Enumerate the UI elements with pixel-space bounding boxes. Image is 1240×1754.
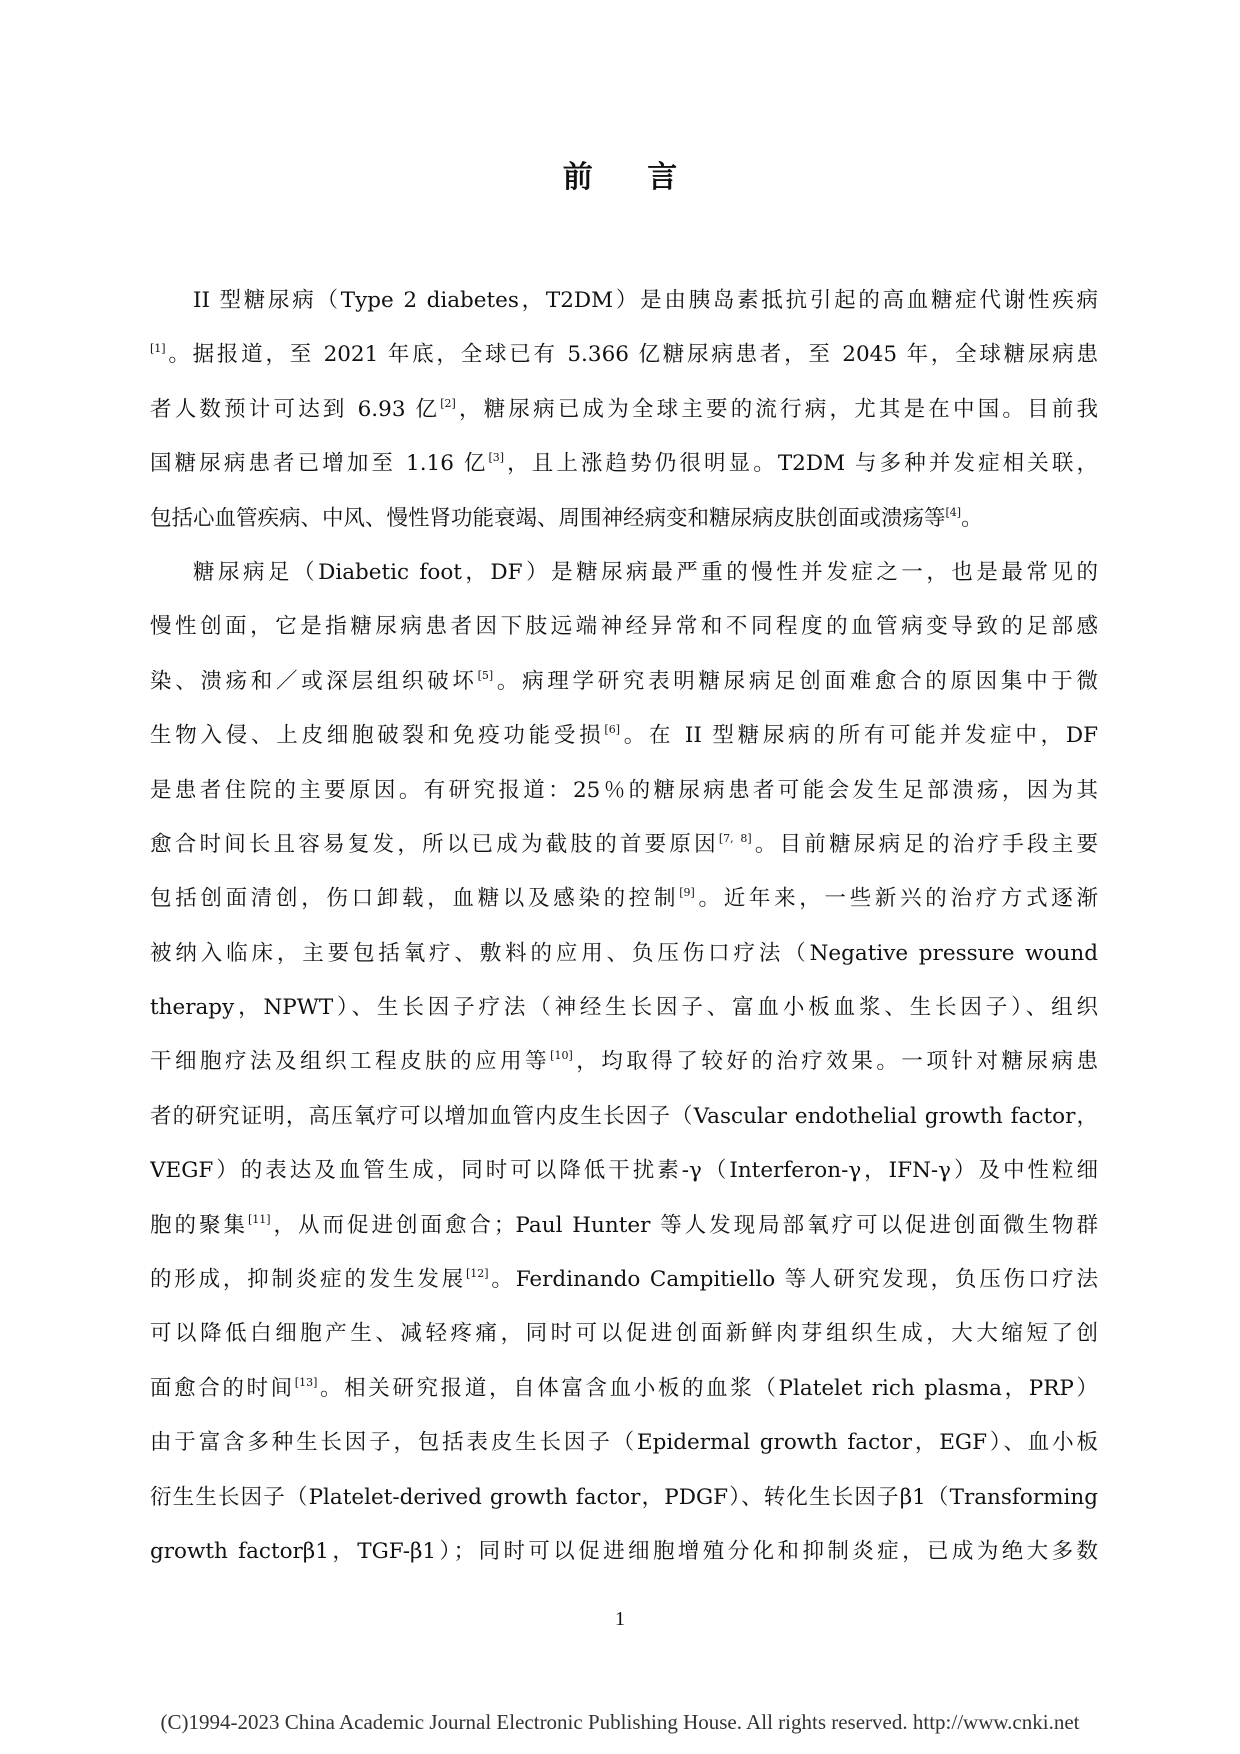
paragraph <box>150 274 1098 546</box>
text-run: 。据报道，至 2021 年底，全球已有 5.366 亿糖尿病患者，至 2045 年，全球糖尿病患 <box>165 342 1098 368</box>
text-run: 。在 II 型糖尿病的所有可能并发症中，DF <box>620 723 1098 749</box>
text-run: 糖尿病足（Diabetic foot，DF）是糖尿病最严重的慢性并发症之一，也是最常见的 <box>193 559 1098 585</box>
page-number: 1 <box>615 1608 625 1630</box>
text-run: 的形成，抑制炎症的发生发展 <box>150 1267 466 1293</box>
citation-marker: [9] <box>679 886 695 900</box>
citation-marker: [3] <box>488 451 505 465</box>
text-line <box>150 274 1098 328</box>
text-run: 胞的聚集 <box>150 1212 248 1238</box>
text-line <box>150 328 1098 382</box>
text-run: 。目前糖尿病足的治疗手段主要 <box>751 831 1098 857</box>
text-run: 。 <box>961 505 983 531</box>
text-run: ，均取得了较好的治疗效果。一项针对糖尿病患 <box>572 1049 1098 1075</box>
text-line <box>150 655 1098 709</box>
text-line <box>150 709 1098 763</box>
copyright-footer: (C)1994-2023 China Academic Journal Electronic Publishing House. All rights reserved. http://www.cnki.net <box>160 1710 1080 1734</box>
text-run: ，且上涨趋势仍很明显。T2DM 与多种并发症相关联， <box>504 451 1098 477</box>
text-run: 愈合时间长且容易复发，所以已成为截肢的首要原因 <box>150 831 719 857</box>
text-line <box>150 1525 1098 1579</box>
text-line <box>150 818 1098 872</box>
text-run: 。Ferdinando Campitiello 等人研究发现，负压伤口疗法 <box>488 1267 1098 1293</box>
body-text <box>150 274 1098 1579</box>
text-run: 慢性创面，它是指糖尿病患者因下肢远端神经异常和不同程度的血管病变导致的足部感 <box>150 614 1098 640</box>
text-line <box>150 981 1098 1035</box>
text-line <box>150 927 1098 981</box>
text-run: 染、溃疡和／或深层组织破坏 <box>150 668 478 694</box>
text-run: 生物入侵、上皮细胞破裂和免疫功能受损 <box>150 723 605 749</box>
text-line <box>150 1199 1098 1253</box>
citation-marker: [11] <box>247 1212 271 1226</box>
text-line <box>150 764 1098 818</box>
text-line <box>150 383 1098 437</box>
text-line <box>150 546 1098 600</box>
text-run: 者人数预计可达到 6.93 亿 <box>150 396 441 422</box>
citation-marker: [12] <box>465 1267 489 1281</box>
citation-marker: [13] <box>294 1375 318 1389</box>
text-run: 可以降低白细胞产生、减轻疼痛，同时可以促进创面新鲜肉芽组织生成，大大缩短了创 <box>150 1321 1098 1347</box>
citation-marker: [5] <box>477 668 494 682</box>
text-line <box>150 1090 1098 1144</box>
text-line <box>150 1035 1098 1089</box>
text-line <box>150 1144 1098 1198</box>
text-run: growth factorβ1，TGF-β1）；同时可以促进细胞增殖分化和抑制炎症，已成为绝大多数 <box>150 1538 1098 1564</box>
text-run: 面愈合的时间 <box>150 1375 295 1401</box>
text-line <box>150 1362 1098 1416</box>
text-run: 衍生生长因子（Platelet-derived growth factor，PDGF）、转化生长因子β1（Transforming <box>150 1484 1098 1510</box>
text-run: 被纳入临床，主要包括氧疗、敷料的应用、负压伤口疗法（Negative pressure wound <box>150 940 1098 966</box>
text-run: VEGF）的表达及血管生成，同时可以降低干扰素-γ（Interferon-γ，IFN-γ）及中性粒细 <box>150 1158 1098 1184</box>
text-line <box>150 872 1098 926</box>
text-line <box>150 600 1098 654</box>
section-heading: 前 言 <box>562 160 700 195</box>
text-run: ，糖尿病已成为全球主要的流行病，尤其是在中国。目前我 <box>455 396 1098 422</box>
text-run: ，从而促进创面愈合；Paul Hunter 等人发现局部氧疗可以促进创面微生物群 <box>270 1212 1098 1238</box>
text-run: 。病理学研究表明糖尿病足创面难愈合的原因集中于微 <box>493 668 1098 694</box>
citation-marker: [2] <box>440 396 456 410</box>
text-run: 者的研究证明，高压氧疗可以增加血管内皮生长因子（Vascular endothelial growth factor， <box>150 1103 1098 1129</box>
text-run: II 型糖尿病（Type 2 diabetes，T2DM）是由胰岛素抵抗引起的高血糖症代谢性疾病 <box>193 288 1098 313</box>
citation-marker: [1] <box>150 342 166 356</box>
text-run: 。相关研究报道，自体富含血小板的血浆（Platelet rich plasma，PRP） <box>317 1375 1098 1401</box>
text-run: 干细胞疗法及组织工程皮肤的应用等 <box>150 1049 551 1075</box>
text-line <box>150 1471 1098 1525</box>
text-line <box>150 492 1098 546</box>
text-run: 由于富含多种生长因子，包括表皮生长因子（Epidermal growth factor，EGF）、血小板 <box>150 1430 1098 1456</box>
text-run: 包括创面清创，伤口卸载，血糖以及感染的控制 <box>150 886 680 912</box>
citation-marker: [4] <box>945 505 962 519</box>
text-line <box>150 1307 1098 1361</box>
text-run: 是患者住院的主要原因。有研究报道：25％的糖尿病患者可能会发生足部溃疡，因为其 <box>150 777 1098 803</box>
citation-marker: [7, 8] <box>718 831 752 845</box>
text-line <box>150 1253 1098 1307</box>
text-line <box>150 1416 1098 1470</box>
text-run: 国糖尿病患者已增加至 1.16 亿 <box>150 451 489 477</box>
citation-marker: [6] <box>604 723 621 737</box>
text-line <box>150 437 1098 491</box>
paragraph <box>150 546 1098 1579</box>
text-run: therapy，NPWT）、生长因子疗法（神经生长因子、富血小板血浆、生长因子）、组织 <box>150 995 1098 1021</box>
text-run: 包括心血管疾病、中风、慢性肾功能衰竭、周围神经病变和糖尿病皮肤创面或溃疡等 <box>150 505 946 531</box>
citation-marker: [10] <box>550 1049 573 1063</box>
text-run: 。近年来，一些新兴的治疗方式逐渐 <box>694 886 1098 912</box>
